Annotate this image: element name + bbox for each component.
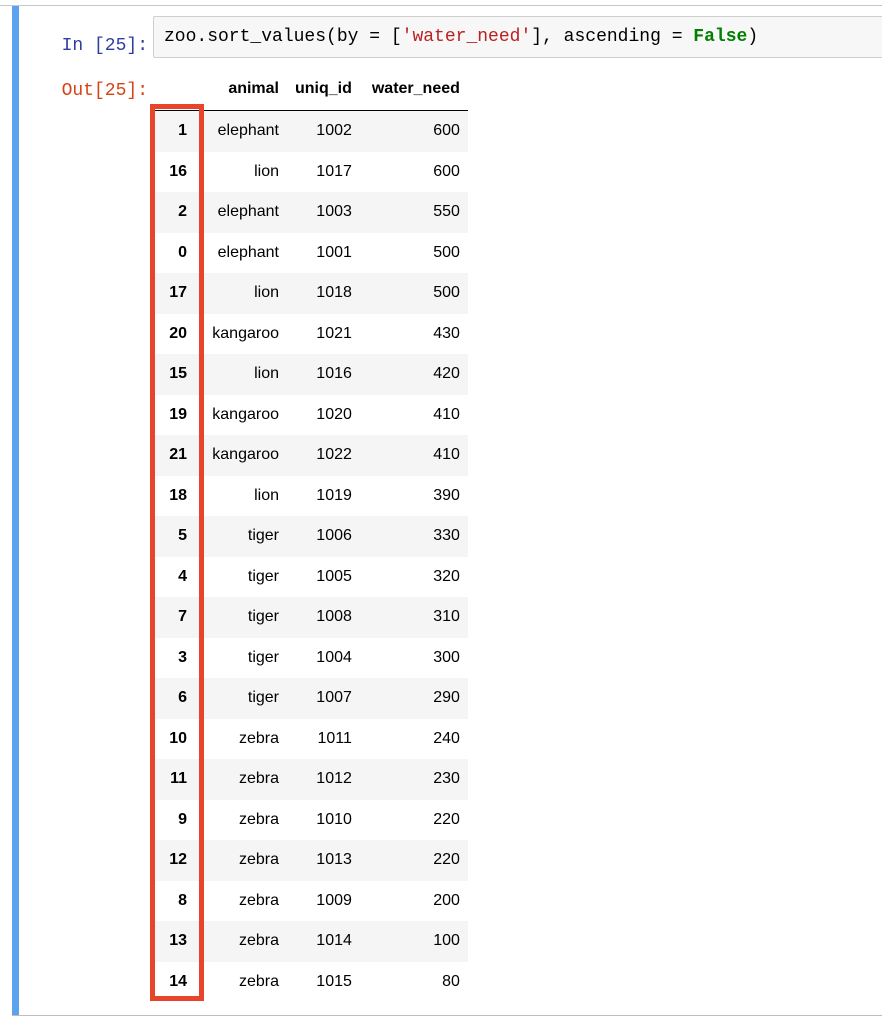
table-row [151, 800, 468, 841]
cell-uniq-id: 1002 [316, 122, 352, 140]
cell-uniq-id: 1015 [316, 972, 352, 990]
cell-uniq-id: 1006 [316, 527, 352, 545]
code-keyword: False [693, 27, 748, 47]
row-index: 7 [178, 608, 187, 626]
cell-uniq-id: 1018 [316, 284, 352, 302]
table-row [151, 314, 468, 355]
cell-animal: kangaroo [212, 405, 279, 423]
code-input-editor[interactable] [153, 16, 882, 58]
cell-uniq-id: 1007 [316, 689, 352, 707]
output-prompt: Out[25]: [61, 81, 148, 101]
cell-water-need: 330 [433, 527, 460, 545]
cell-uniq-id: 1011 [317, 729, 352, 747]
code-text[interactable] [164, 26, 758, 48]
cell-animal: tiger [247, 567, 279, 585]
cell-animal: zebra [238, 770, 279, 788]
cell-water-need: 320 [433, 567, 460, 585]
dataframe-output-table [151, 68, 468, 1002]
table-row [151, 921, 468, 962]
cell-uniq-id: 1001 [316, 243, 352, 261]
table-row [151, 152, 468, 193]
row-index: 6 [178, 689, 187, 707]
cell-animal: zebra [238, 932, 279, 950]
row-index: 20 [169, 324, 187, 342]
cell-animal: tiger [247, 689, 279, 707]
table-row [151, 840, 468, 881]
table-row [151, 962, 468, 1003]
cell-water-need: 300 [433, 648, 460, 666]
table-header-row [151, 68, 468, 111]
row-index: 21 [169, 446, 187, 464]
cell-water-need: 550 [433, 203, 460, 221]
cell-water-need: 430 [433, 324, 460, 342]
row-index: 18 [169, 486, 187, 504]
row-index: 10 [169, 729, 187, 747]
cell-uniq-id: 1020 [316, 405, 352, 423]
cell-water-need: 80 [442, 972, 460, 990]
code-string-literal: 'water_need' [401, 27, 532, 47]
cell-uniq-id: 1012 [316, 770, 352, 788]
table-row [151, 273, 468, 314]
cell-animal: lion [254, 284, 279, 302]
cell-water-need: 500 [433, 243, 460, 261]
cell-uniq-id: 1019 [316, 486, 352, 504]
cell-animal: lion [254, 486, 279, 504]
cell-animal: tiger [247, 648, 279, 666]
table-row [151, 678, 468, 719]
cell-animal: kangaroo [212, 324, 279, 342]
cell-animal: elephant [217, 122, 279, 140]
column-header-uniq-id: uniq_id [287, 68, 360, 111]
code-middle: ], ascending = [531, 27, 694, 47]
row-index: 15 [169, 365, 187, 383]
cell-water-need: 220 [433, 810, 460, 828]
cell-animal: kangaroo [212, 446, 279, 464]
row-index: 2 [178, 203, 187, 221]
table-row [151, 476, 468, 517]
cell-water-need: 420 [433, 365, 460, 383]
code-suffix: ) [747, 27, 759, 47]
cell-uniq-id: 1014 [316, 932, 352, 950]
row-index: 9 [178, 810, 187, 828]
cell-uniq-id: 1021 [316, 324, 352, 342]
cell-animal: zebra [238, 851, 279, 869]
table-row [151, 719, 468, 760]
row-index: 1 [178, 122, 187, 140]
row-index: 14 [169, 972, 187, 990]
cell-uniq-id: 1010 [316, 810, 352, 828]
cell-uniq-id: 1008 [316, 608, 352, 626]
cell-water-need: 100 [433, 932, 460, 950]
cell-uniq-id: 1004 [316, 648, 352, 666]
table-row [151, 597, 468, 638]
table-row [151, 111, 468, 152]
cell-water-need: 230 [433, 770, 460, 788]
row-index: 19 [169, 405, 187, 423]
cell-water-need: 600 [433, 162, 460, 180]
cell-uniq-id: 1022 [316, 446, 352, 464]
cell-uniq-id: 1009 [316, 891, 352, 909]
row-index: 5 [178, 527, 187, 545]
cell-animal: lion [254, 162, 279, 180]
cell-uniq-id: 1016 [316, 365, 352, 383]
row-index: 3 [178, 648, 187, 666]
cell-animal: tiger [247, 527, 279, 545]
table-row [151, 435, 468, 476]
column-header-water-need: water_need [360, 68, 468, 111]
column-header-animal: animal [195, 68, 287, 111]
cell-water-need: 390 [433, 486, 460, 504]
cell-uniq-id: 1003 [316, 203, 352, 221]
cell-animal: tiger [247, 608, 279, 626]
cell-water-need: 600 [433, 122, 460, 140]
cell-uniq-id: 1017 [316, 162, 352, 180]
table-row [151, 354, 468, 395]
row-index: 4 [178, 567, 187, 585]
table-row [151, 233, 468, 274]
code-prefix: zoo.sort_values(by = [ [164, 27, 402, 47]
row-index: 11 [170, 770, 187, 788]
cell-water-need: 240 [433, 729, 460, 747]
row-index: 8 [178, 891, 187, 909]
cell-water-need: 310 [433, 608, 460, 626]
table-row [151, 759, 468, 800]
cell-animal: elephant [217, 243, 279, 261]
cell-animal: elephant [217, 203, 279, 221]
row-index: 12 [169, 851, 187, 869]
cell-uniq-id: 1005 [316, 567, 352, 585]
input-prompt: In [25]: [61, 36, 148, 56]
table-row [151, 516, 468, 557]
cell-animal: zebra [238, 810, 279, 828]
table-row [151, 881, 468, 922]
table-row [151, 638, 468, 679]
index-header [151, 68, 195, 111]
cell-water-need: 200 [433, 891, 460, 909]
cell-water-need: 500 [433, 284, 460, 302]
table-row [151, 557, 468, 598]
row-index: 17 [169, 284, 187, 302]
row-index: 0 [178, 243, 187, 261]
cell-animal: zebra [238, 891, 279, 909]
row-index: 13 [169, 932, 187, 950]
cell-uniq-id: 1013 [316, 851, 352, 869]
cell-water-need: 410 [433, 446, 460, 464]
table-row [151, 395, 468, 436]
row-index: 16 [169, 162, 187, 180]
cell-water-need: 410 [433, 405, 460, 423]
cell-animal: zebra [238, 972, 279, 990]
table-row [151, 192, 468, 233]
cell-animal: lion [254, 365, 279, 383]
cell-water-need: 290 [433, 689, 460, 707]
cell-water-need: 220 [433, 851, 460, 869]
cell-selected-indicator [12, 6, 19, 1015]
cell-animal: zebra [238, 729, 279, 747]
